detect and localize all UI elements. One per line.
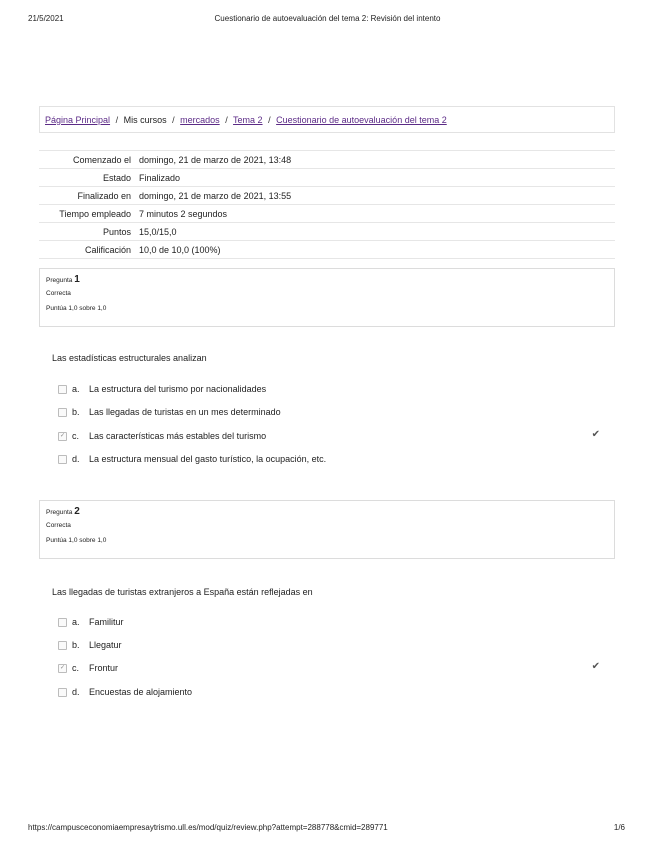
question-2-answer-a[interactable] bbox=[58, 615, 608, 629]
question-1-answer-d[interactable] bbox=[58, 452, 608, 466]
checkbox-icon[interactable] bbox=[58, 688, 67, 697]
checkbox-checked-icon[interactable]: ✓ bbox=[59, 432, 66, 439]
answer-text: Encuestas de alojamiento bbox=[89, 687, 193, 697]
breadcrumb-separator: / bbox=[115, 115, 119, 125]
checkbox-icon[interactable] bbox=[58, 455, 67, 464]
checkbox-icon[interactable] bbox=[58, 408, 67, 417]
question-2-text: Las llegadas de turistas extranjeros a España están reflejadas en bbox=[52, 587, 313, 597]
question-number-value: 2 bbox=[74, 506, 80, 517]
breadcrumb-topic-link[interactable]: Tema 2 bbox=[233, 115, 263, 125]
question-grade: Puntúa 1,0 sobre 1,0 bbox=[46, 305, 107, 312]
answer-text: Llegatur bbox=[89, 640, 122, 650]
summary-value: domingo, 21 de marzo de 2021, 13:55 bbox=[139, 190, 292, 201]
question-1-answer-b[interactable] bbox=[58, 405, 608, 419]
breadcrumb bbox=[39, 106, 615, 133]
summary-label: Comenzado el bbox=[72, 154, 131, 165]
breadcrumb-separator: / bbox=[172, 115, 175, 125]
question-label: Pregunta bbox=[46, 509, 73, 516]
question-1-info bbox=[39, 268, 615, 327]
checkbox-icon[interactable] bbox=[58, 641, 67, 650]
summary-value: domingo, 21 de marzo de 2021, 13:48 bbox=[139, 154, 292, 165]
answer-text: Las llegadas de turistas en un mes determinado bbox=[89, 407, 281, 417]
answer-letter: b. bbox=[72, 407, 80, 417]
answer-text: Familitur bbox=[89, 617, 124, 627]
summary-value: Finalizado bbox=[139, 172, 181, 183]
answer-text: La estructura mensual del gasto turístico, la ocupación, etc. bbox=[89, 454, 327, 464]
summary-row-time-taken bbox=[39, 205, 615, 223]
print-page-number: 1/6 bbox=[613, 823, 625, 832]
question-state: Correcta bbox=[46, 290, 71, 297]
answer-letter: a. bbox=[72, 617, 80, 627]
question-number-value: 1 bbox=[74, 274, 80, 285]
question-1-answer-c[interactable] bbox=[58, 429, 608, 443]
breadcrumb-home-link[interactable]: Página Principal bbox=[45, 115, 111, 125]
answer-letter: c. bbox=[72, 431, 80, 441]
print-date: 21/5/2021 bbox=[28, 14, 64, 23]
summary-value: 10,0 de 10,0 (100%) bbox=[139, 244, 221, 255]
summary-label: Puntos bbox=[102, 226, 131, 237]
question-1-text: Las estadísticas estructurales analizan bbox=[52, 353, 207, 363]
summary-row-state bbox=[39, 169, 615, 187]
summary-label: Calificación bbox=[84, 244, 131, 255]
answer-text: Frontur bbox=[89, 663, 119, 673]
answer-letter: b. bbox=[72, 640, 80, 650]
breadcrumb-course-link[interactable]: mercados bbox=[180, 115, 220, 125]
summary-label: Estado bbox=[102, 172, 131, 183]
summary-label: Finalizado en bbox=[77, 190, 131, 201]
answer-letter: c. bbox=[72, 663, 80, 673]
answer-text: Las características más estables del turismo bbox=[89, 431, 267, 441]
summary-row-grade bbox=[39, 241, 615, 259]
question-state: Correcta bbox=[46, 522, 71, 529]
question-number bbox=[46, 507, 608, 518]
question-2-answer-d[interactable] bbox=[58, 685, 608, 699]
summary-value: 15,0/15,0 bbox=[139, 226, 177, 237]
question-2-info bbox=[39, 500, 615, 559]
question-1-answer-a[interactable] bbox=[58, 382, 608, 396]
answer-letter: a. bbox=[72, 384, 80, 394]
check-mark-icon: ✔ bbox=[591, 429, 600, 440]
summary-row-finished bbox=[39, 187, 615, 205]
question-number bbox=[46, 275, 608, 286]
summary-value: 7 minutos 2 segundos bbox=[139, 208, 228, 219]
summary-row-points bbox=[39, 223, 615, 241]
summary-row-started bbox=[39, 151, 615, 169]
checkbox-icon[interactable] bbox=[58, 618, 67, 627]
breadcrumb-separator: / bbox=[225, 115, 228, 125]
question-2-answer-b[interactable] bbox=[58, 638, 608, 652]
question-2-answer-c[interactable] bbox=[58, 661, 608, 675]
check-mark-icon: ✔ bbox=[591, 661, 600, 672]
breadcrumb-separator: / bbox=[268, 115, 271, 125]
question-grade: Puntúa 1,0 sobre 1,0 bbox=[46, 537, 107, 544]
summary-label: Tiempo empleado bbox=[59, 208, 131, 219]
question-label: Pregunta bbox=[46, 277, 73, 284]
answer-text: La estructura del turismo por nacionalidades bbox=[89, 384, 267, 394]
attempt-summary-table bbox=[39, 150, 615, 259]
answer-letter: d. bbox=[72, 687, 80, 697]
print-url: https://campusceconomiaempresaytrismo.ull.es/mod/quiz/review.php?attempt=288778&cmid=289771 bbox=[28, 823, 388, 832]
checkbox-checked-icon[interactable]: ✓ bbox=[59, 664, 66, 671]
checkbox-icon[interactable] bbox=[58, 385, 67, 394]
print-title: Cuestionario de autoevaluación del tema 2: Revisión del intento bbox=[214, 14, 441, 23]
breadcrumb-quiz-link[interactable]: Cuestionario de autoevaluación del tema 2 bbox=[276, 115, 447, 125]
answer-letter: d. bbox=[72, 454, 80, 464]
breadcrumb-my-courses: Mis cursos bbox=[123, 115, 167, 125]
